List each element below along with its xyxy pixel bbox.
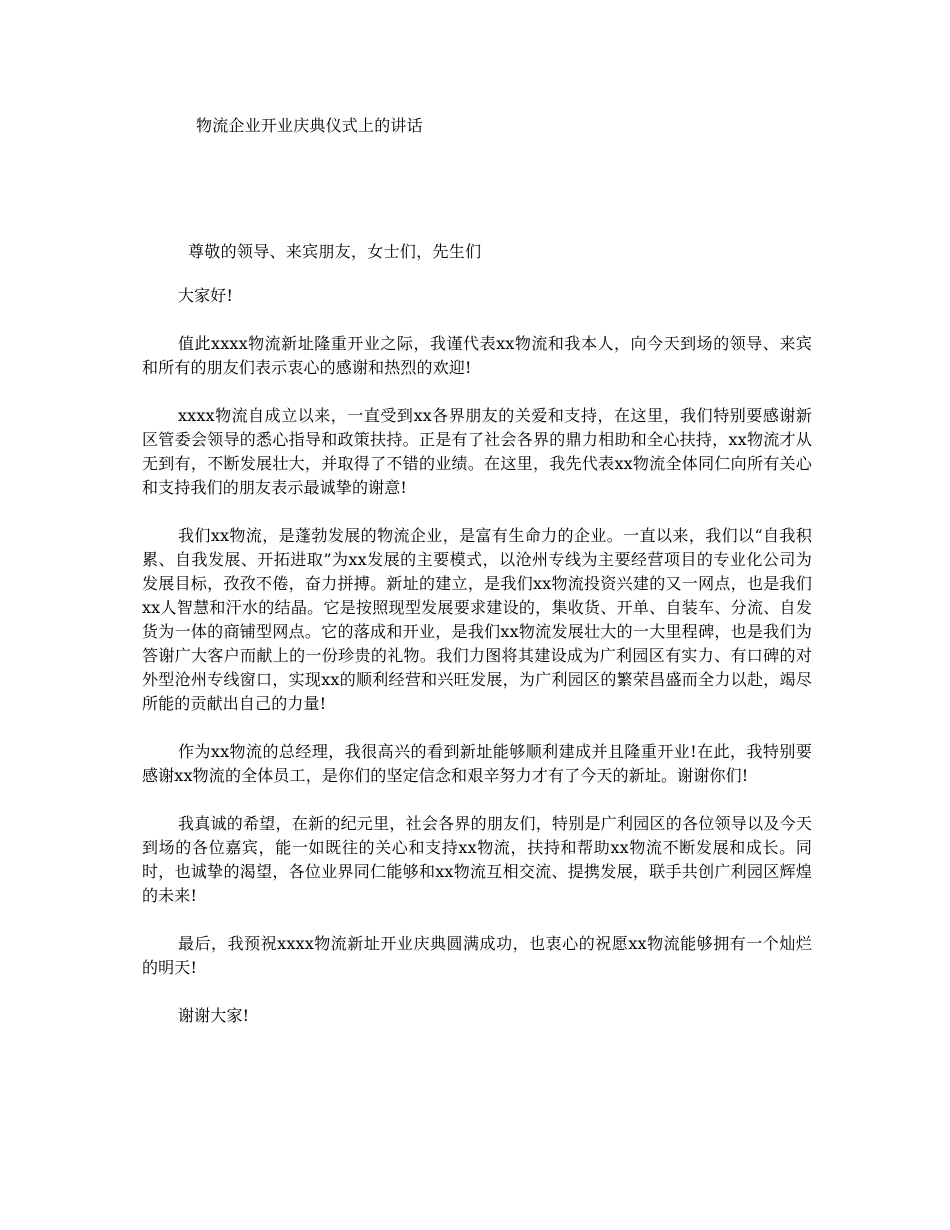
paragraph-wishes: 最后，我预祝xxxx物流新址开业庆典圆满成功，也衷心的祝愿xx物流能够拥有一个灿烂的明天! xyxy=(142,934,812,977)
paragraph-welcome: 值此xxxx物流新址隆重开业之际，我谨代表xx物流和我本人，向今天到场的领导、来宾和所有的朋友们表示衷心的感谢和热烈的欢迎! xyxy=(142,334,812,377)
paragraph-closing: 谢谢大家! xyxy=(178,1006,250,1025)
salutation: 尊敬的领导、来宾朋友，女士们，先生们 xyxy=(188,242,482,261)
paragraph-hope: 我真诚的希望，在新的纪元里，社会各界的朋友们，特别是广利园区的各位领导以及今天到场的各位嘉宾，能一如既往的关心和支持xx物流，扶持和帮助xx物流不断发展和成长。同时，也诚挚的渴望，各位业界同仁能够和xx物流互相交流、提携发展，联手共创广利园区辉煌的未来! xyxy=(142,814,812,905)
paragraph-company: 我们xx物流，是蓬勃发展的物流企业，是富有生命力的企业。一直以来，我们以“自我积累、自我发展、开拓进取”为xx发展的主要模式，以沧州专线为主要经营项目的专业化公司为发展目标，孜孜不倦，奋力拼搏。新址的建立，是我们xx物流投资兴建的又一网点，也是我们xx人智慧和汗水的结晶。它是按照现型发展要求建设的，集收货、开单、自装车、分流、自发货为一体的商铺型网点。它的落成和开业，是我们xx物流发展壮大的一大里程碑，也是我们为答谢广大客户而献上的一份珍贵的礼物。我们力图将其建设成为广利园区有实力、有口碑的对外型沧州专线窗口，实现xx的顺利经营和兴旺发展，为广利园区的繁荣昌盛而全力以赴，竭尽所能的贡献出自己的力量! xyxy=(142,526,812,713)
document-title: 物流企业开业庆典仪式上的讲话 xyxy=(196,116,423,135)
document-body xyxy=(142,284,812,1052)
paragraph-staff-thanks: 作为xx物流的总经理，我很高兴的看到新址能够顺利建成并且隆重开业!在此，我特别要感谢xx物流的全体员工，是你们的坚定信念和艰辛努力才有了今天的新址。谢谢你们! xyxy=(142,742,812,785)
paragraph-thanks: xxxx物流自成立以来，一直受到xx各界朋友的关爱和支持，在这里，我们特别要感谢新区管委会领导的悉心指导和政策扶持。正是有了社会各界的鼎力相助和全心扶持，xx物流才从无到有，不断发展壮大，并取得了不错的业绩。在这里，我先代表xx物流全体同仁向所有关心和支持我们的朋友表示最诚挚的谢意! xyxy=(142,406,812,497)
paragraph-greeting: 大家好! xyxy=(178,286,234,305)
